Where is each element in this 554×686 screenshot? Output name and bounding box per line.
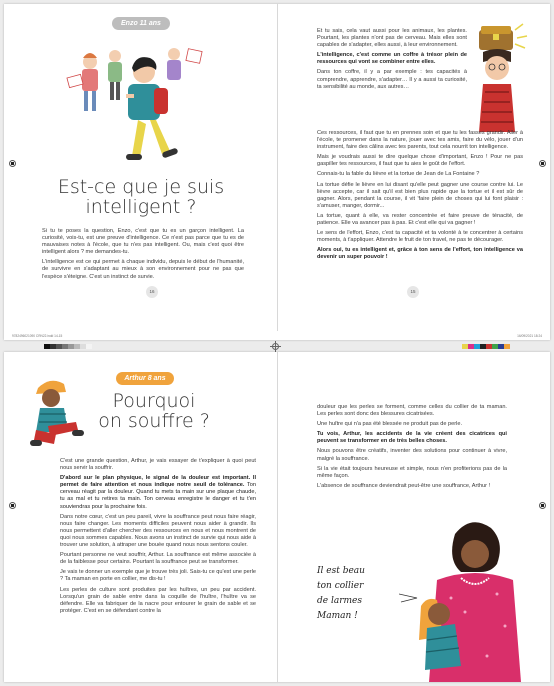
page-arthur-right: [277, 352, 550, 682]
paragraph: Dans notre cœur, c'est un peu pareil, vivre la souffrance peut nous faire réagir, nous faire changer. Les moments difficiles peuvent nous aider à grandir. Ils nous permettent d'aller chercher des ressources en nous et nous montrent de quoi nous sommes capables. Nous avons un instinct de survie qui nous aide à trouver une solution, à attraper une bouée quand nous nous sentons couler.: [60, 513, 256, 549]
paragraph-bold-part: D'abord sur le plan physique, le signal de la douleur est important. Il permet de faire attention et nous indique notre seuil de tolérance.: [60, 475, 256, 489]
paragraph-bold: L'intelligence, c'est comme un coffre à trésor plein de ressources qui vont se combiner entre elles.: [317, 52, 467, 66]
color-bar-strip: [4, 342, 550, 350]
paragraph-bold: Tu vois, Arthur, les accidents de la vie créent des cicatrices qui peuvent se transformer en de très belles choses.: [317, 431, 507, 445]
file-label: 9782496021090 CRN22.indd 14-15: [12, 333, 63, 338]
paragraph: Le sens de l'effort, Enzo, c'est ta capacité et ta volonté à te concentrer à certains moments, à t'appliquer. Attendre le fruit de ton travel, ne pas te décourager.: [317, 230, 523, 244]
handwriting-line: Il est beau: [317, 566, 365, 576]
body-text: [60, 458, 256, 618]
paragraph: Dans ton coffre, il y a par exemple : tes capacités à comprendre, apprendre, s'adapter… Il y a aussi ta curiosité, ta sensibilité au monde, aux autres…: [317, 69, 467, 90]
page-enzo-left: [4, 4, 277, 340]
body-text-narrow: [317, 28, 467, 94]
title-line-2: intelligent ?: [85, 195, 197, 218]
title-line-1: Est-ce que je suis: [57, 176, 225, 198]
paragraph: Si tu te poses la question, Enzo, c'est que tu es un garçon intelligent. La curiosité, vois-tu, est une preuve d'intelligence. Ce n'est pas parce que tu es de mauvaises notes à l'école, que tu n'es pas intelligent. Ou, mais c'est quoi être intelligent alors ? me demandes-tu.: [42, 228, 244, 256]
paragraph: Mais je voudrais aussi te dire quelque chose d'important, Enzo ! Pour ne pas gaspiller tes ressources, il faut que tu aies le goût de l'effort.: [317, 154, 523, 168]
paragraph-normal-part: Ton cerveau réagit par la douleur. Quand tu mets ta main sur une plaque chaude, tu as mal et tu retires ta main. Ton cerveau enregistre le danger et tu t'en souviendras pour la prochaine fois.: [60, 482, 257, 510]
page-number: 16: [146, 286, 158, 298]
mother-and-child-illustration: [417, 516, 533, 682]
paragraph: La tortue, quant à elle, va rester concentrée et faire preuve de ténacité, de patience. Elle va avancer pas à pas. Et c'est elle qui va gagner !: [317, 212, 523, 227]
age-tag: Enzo 11 ans: [112, 17, 170, 30]
paragraph-mixed: [60, 475, 256, 510]
paragraph: Ces ressources, il faut que tu en prennes soin et que tu les fasses grandir. Aller à l'école, te promener dans la nature, jouer avec tes amis, faire du vélo, jouer d'un instrument, faire des câlins avec tes parents, tout cela nourrit ton intelligence.: [317, 130, 523, 151]
age-tag: Arthur 8 ans: [116, 372, 174, 385]
paragraph: Une huître qui n'a pas été blessée ne produit pas de perle.: [317, 421, 463, 428]
spread-enzo: [4, 4, 550, 340]
cmyk-swatches: [462, 344, 510, 349]
registration-mark: [539, 502, 546, 509]
paragraph: Et tu sais, cela vaut aussi pour les animaux, les plantes. Pourtant, les plantes n'ont pas de cerveau. Mais elles sont capables de s'adapter, elles aussi, à leur environnement.: [317, 28, 467, 49]
title-line-1: Pourquoi: [112, 390, 196, 412]
body-text: [317, 404, 507, 493]
paragraph: Nous pouvons être créatifs, inventer des solutions pour continuer à vivre, malgré la souffrance.: [317, 448, 507, 462]
paragraph: Si la vie était toujours heureuse et simple, nous n'en profiterions pas de la même façon.: [317, 465, 507, 479]
handwritten-speech: [317, 564, 407, 624]
crossmark: [272, 343, 279, 350]
page-title: [38, 178, 244, 218]
speech-pointer: [399, 592, 419, 604]
page-arthur-left: [4, 352, 277, 682]
paragraph: La tortue défie le lièvre en lui disant qu'elle peut gagner une course contre lui. Le lièvre accepte, car il sait qu'il est bien plus rapide que la tortue et il est sûr de gagner. Alors, pendant la course, il vit 'faire plein de choses qui lui font plaisir : s'amuser, manger, dormir...: [317, 181, 523, 209]
paragraph: Je vais te donner un exemple que je trouve très joli. Sais-tu ce qu'est une perle ? Ta maman en porte en collier, me dis-tu !: [60, 569, 256, 583]
paragraph: douleur que les perles se forment, comme celles du collier de ta maman. Les perles sont donc des blessures cicatrisées.: [317, 404, 507, 418]
handwriting-line: de larmes: [317, 596, 362, 606]
page-number: 15: [407, 286, 419, 298]
paragraph: L'intelligence est ce qui permet à chaque individu, depuis le début de l'humanité, de survivre en s'adaptant au mieux à son environnement pour ne pas que l'espèce s'éteigne. C'est un instinct de survie.: [42, 259, 244, 280]
body-text: [317, 130, 523, 265]
body-text: [42, 228, 244, 284]
page-enzo-right: [277, 4, 550, 340]
paragraph: L'absence de souffrance deviendrait peut-être une souffrance, Arthur !: [317, 482, 491, 489]
registration-mark: [539, 160, 546, 167]
sad-boy-illustration: [26, 374, 88, 454]
paragraph: Les perles de culture sont produites par les huîtres, un peu par accident. Lorsqu'un grain de sable entre dans la coquille de l'huître, l'huître va se défendre. Elle va fabriquer de la nacre pour entourer le grain de sable et se protéger. C'est en se défendant contre la: [60, 586, 256, 614]
page-title: [86, 392, 222, 432]
kids-walking-illustration: [62, 32, 222, 172]
paragraph: Connais-tu la fable du lièvre et la tortue de Jean de La Fontaine ?: [317, 171, 480, 178]
printer-info-strip: [4, 331, 550, 340]
boy-with-treasure-illustration: [469, 22, 537, 134]
handwriting-line: ton collier: [317, 581, 364, 591]
handwriting-line: Maman !: [317, 611, 358, 621]
paragraph: Pourtant personne ne veut souffrir, Arthur. La souffrance est même associée à de la faiblesse pour certains. Pourtant la souffrance peut se transformer.: [60, 552, 256, 566]
spread-arthur: [4, 352, 550, 682]
paragraph: C'est une grande question, Arthur, je vais essayer de t'expliquer à quoi peut nous servir la souffrir.: [60, 458, 256, 472]
registration-mark: [9, 160, 16, 167]
date-label: 16/09/2021 18:24: [517, 333, 542, 338]
grayscale-swatches: [44, 344, 92, 349]
title-line-2: on souffre ?: [98, 409, 210, 432]
registration-mark: [9, 502, 16, 509]
paragraph-bold: Alors oui, tu es intelligent et, grâce à ton sens de l'effort, ton intelligence va devenir un super pouvoir !: [317, 247, 523, 261]
